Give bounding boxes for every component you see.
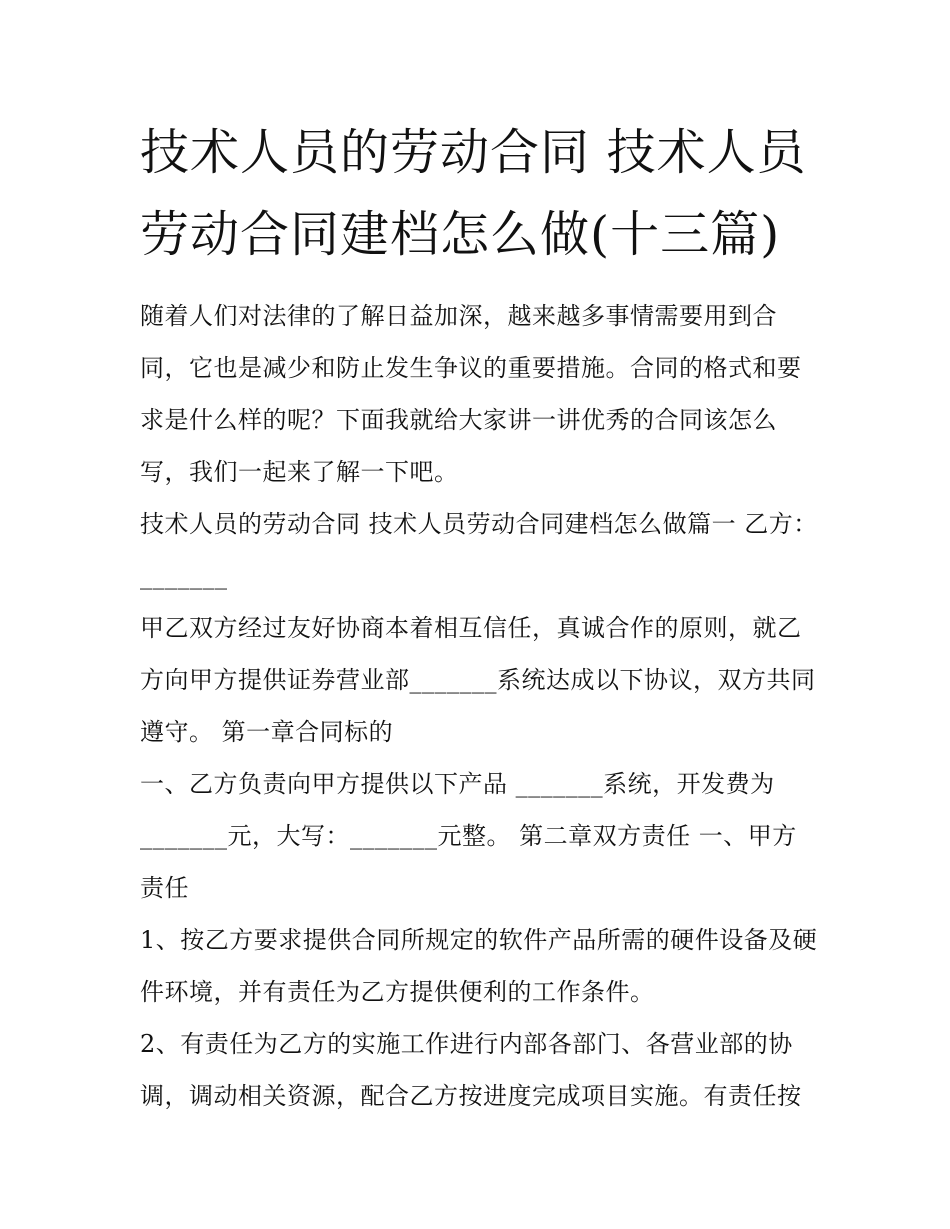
agreement-paragraph: 甲乙双方经过友好协商本着相互信任，真诚合作的原则，就乙方向甲方提供证券营业部_______系统达成以下协议，双方共同遵守。 第一章合同标的: [140, 614, 816, 746]
document-page: [140, 112, 820, 1122]
section-heading-paragraph: 技术人员的劳动合同 技术人员劳动合同建档怎么做篇一 乙方：_______: [140, 510, 818, 590]
document-title: 技术人员的劳动合同 技术人员劳动合同建档怎么做(十三篇): [140, 124, 807, 263]
intro-paragraph: 随着人们对法律的了解日益加深，越来越多事情需要用到合同，它也是减少和防止发生争议的重要措施。合同的格式和要求是什么样的呢？下面我就给大家讲一讲优秀的合同该怎么写，我们一起来了解一下吧。: [140, 302, 802, 486]
clause-1-paragraph: 1、按乙方要求提供合同所规定的软件产品所需的硬件设备及硬件环境，并有责任为乙方提供便利的工作条件。: [140, 926, 818, 1006]
contract-subject-paragraph: 一、乙方负责向甲方提供以下产品 _______系统，开发费为_______元，大写：_______元整。 第二章双方责任 一、甲方责任: [140, 770, 797, 902]
clause-2-paragraph: 2、有责任为乙方的实施工作进行内部各部门、各营业部的协调，调动相关资源，配合乙方按进度完成项目实施。有责任按: [140, 1030, 802, 1110]
